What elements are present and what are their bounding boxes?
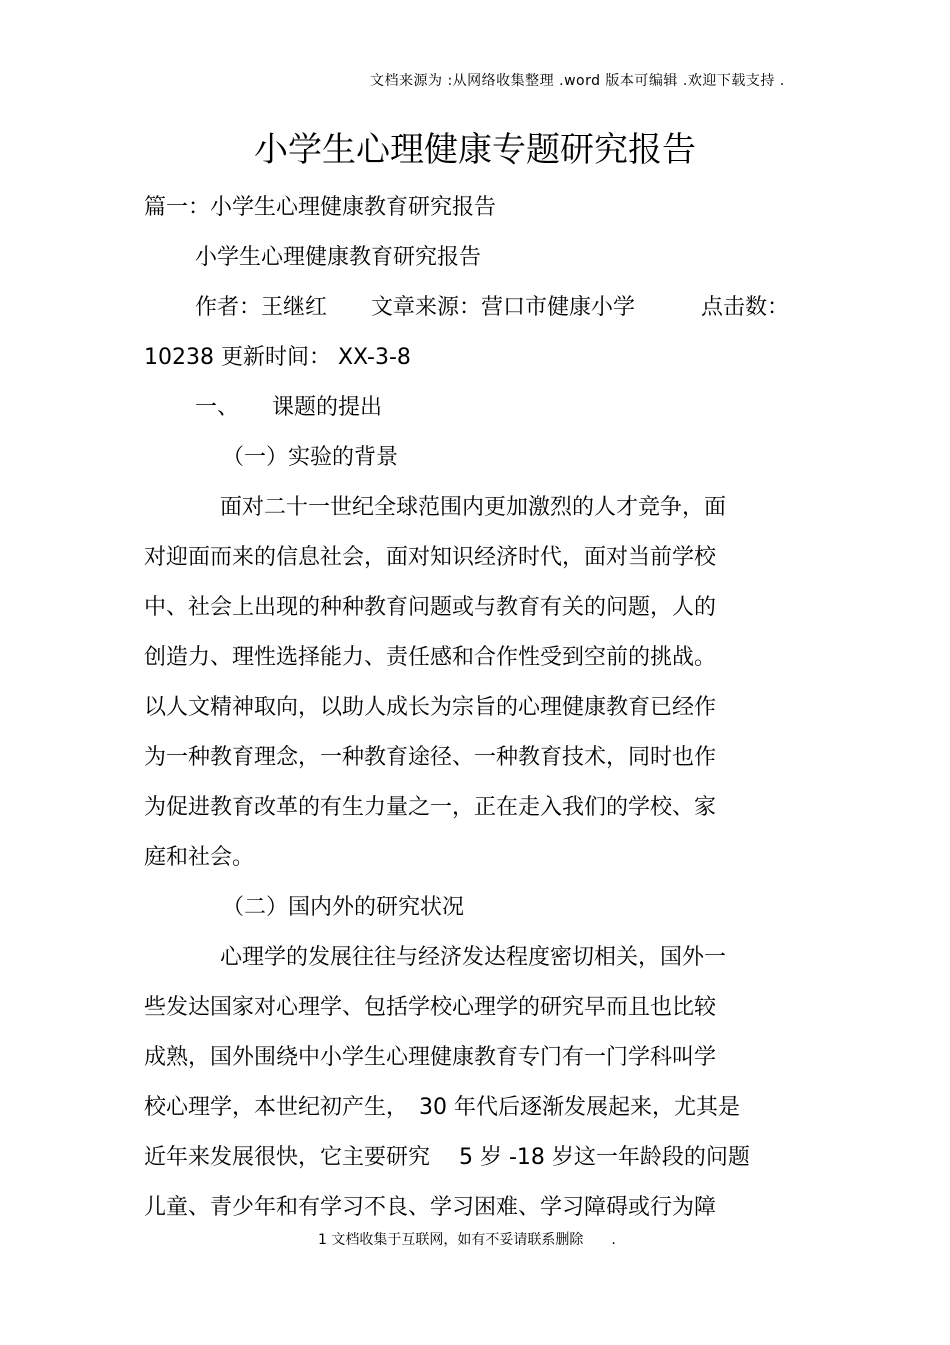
- article-meta: 作者：王继红 文章来源：营口市健康小学 点击数：: [195, 295, 790, 320]
- paragraph-line: 近年来发展很快，它主要研究 5 岁 -18 岁这一年龄段的问题: [144, 1145, 750, 1170]
- paragraph-line: 校心理学，本世纪初产生， 30 年代后逐渐发展起来，尤其是: [144, 1095, 740, 1120]
- subsection-heading: （二）国内外的研究状况: [222, 895, 465, 920]
- article-title: 小学生心理健康教育研究报告: [195, 245, 482, 270]
- chapter-heading: 一、 课题的提出: [195, 395, 383, 420]
- paragraph-line: 对迎面而来的信息社会，面对知识经济时代，面对当前学校: [144, 545, 717, 570]
- page-footer: 1 文档收集于互联网，如有不妥请联系删除 .: [318, 1232, 616, 1248]
- paragraph-line: 成熟，国外围绕中小学生心理健康教育专门有一门学科叫学: [144, 1045, 717, 1070]
- subsection-heading: （一）实验的背景: [222, 445, 399, 470]
- paragraph-line: 面对二十一世纪全球范围内更加激烈的人才竞争，面: [220, 495, 727, 520]
- section-heading: 篇一：小学生心理健康教育研究报告: [144, 195, 497, 220]
- paragraph-line: 中、社会上出现的种种教育问题或与教育有关的问题，人的: [144, 595, 717, 620]
- paragraph-line: 为促进教育改革的有生力量之一，正在走入我们的学校、家: [144, 795, 717, 820]
- article-meta-continued: 10238 更新时间： XX-3-8: [144, 345, 411, 370]
- paragraph-line: 些发达国家对心理学、包括学校心理学的研究早而且也比较: [144, 995, 717, 1020]
- paragraph-line: 以人文精神取向，以助人成长为宗旨的心理健康教育已经作: [144, 695, 717, 720]
- paragraph-line: 庭和社会。: [144, 845, 255, 870]
- page-header: 文档来源为 :从网络收集整理 .word 版本可编辑 .欢迎下载支持 .: [370, 73, 785, 89]
- paragraph-line: 心理学的发展往往与经济发达程度密切相关，国外一: [220, 945, 727, 970]
- paragraph-line: 为一种教育理念，一种教育途径、一种教育技术，同时也作: [144, 745, 717, 770]
- paragraph-line: 儿童、青少年和有学习不良、学习困难、学习障碍或行为障: [144, 1195, 717, 1220]
- paragraph-line: 创造力、理性选择能力、责任感和合作性受到空前的挑战。: [144, 645, 717, 670]
- document-title: 小学生心理健康专题研究报告: [254, 130, 696, 170]
